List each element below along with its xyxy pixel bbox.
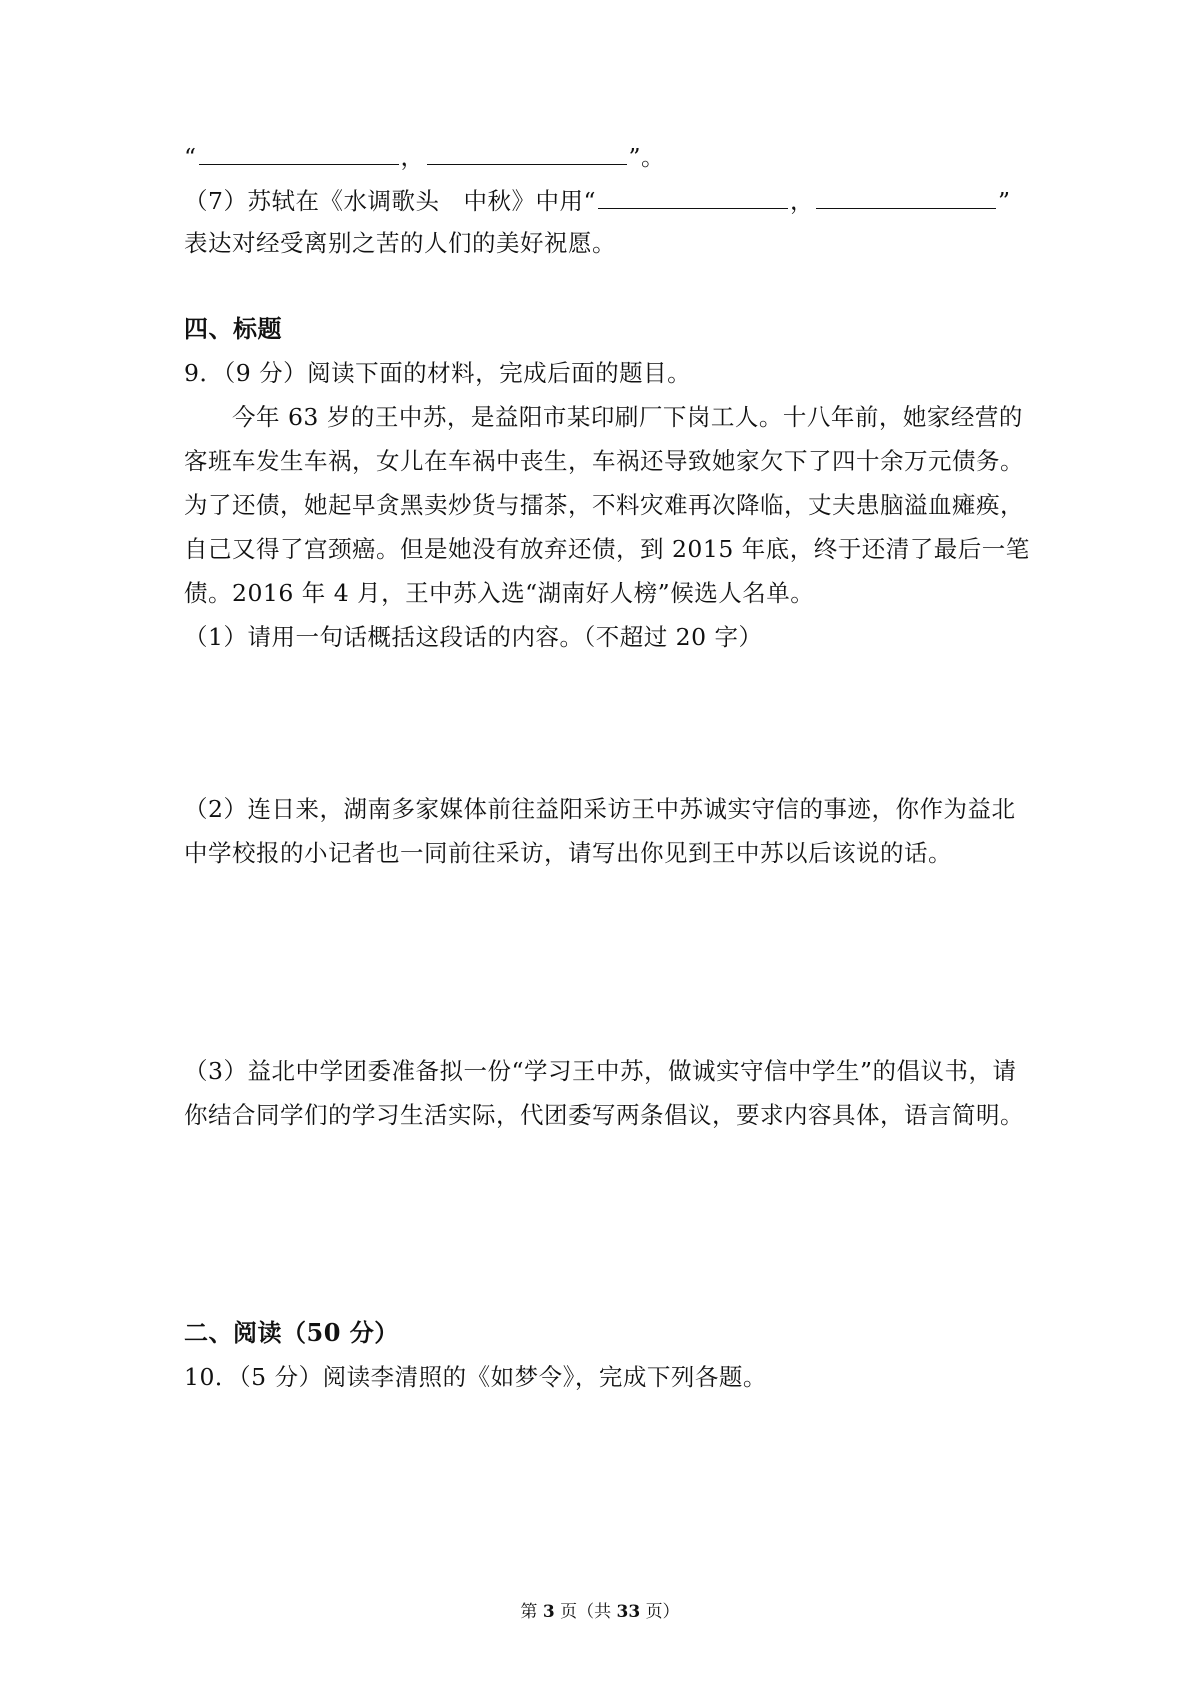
open-quote: “: [184, 143, 197, 171]
section-heading: 二、阅读（50 分）: [184, 1318, 399, 1347]
passage-line: 今年 63 岁的王中苏，是益阳市某印刷厂下岗工人。十八年前，她家经营的: [232, 403, 1023, 431]
page-total: 33: [616, 1602, 641, 1622]
answer-blank[interactable]: [427, 140, 627, 165]
answer-blank[interactable]: [816, 184, 996, 209]
question-text: （7）苏轼在《水调歌头 中秋》中用“: [184, 187, 596, 215]
question-8-7: [184, 184, 1024, 218]
passage-line: 债。2016 年 4 月，王中苏入选“湖南好人榜”候选人名单。: [184, 579, 815, 607]
passage-line: 为了还债，她起早贪黑卖炒货与擂茶，不料灾难再次降临，丈夫患脑溢血瘫痪，: [184, 491, 1024, 519]
sub-question-2: （2）连日来，湖南多家媒体前往益阳采访王中苏诚实守信的事迹，你作为益北: [184, 795, 1016, 823]
answer-blank[interactable]: [199, 140, 399, 165]
question-8-6-answer-line: [184, 140, 1024, 174]
sub-question-3-line2: 你结合同学们的学习生活实际，代团委写两条倡议，要求内容具体，语言简明。: [184, 1101, 1024, 1129]
answer-blank[interactable]: [598, 184, 788, 209]
sub-question-1: （1）请用一句话概括这段话的内容。（不超过 20 字）: [184, 623, 763, 651]
page-number: 3: [542, 1602, 555, 1622]
close-quote: ”。: [628, 143, 666, 171]
question-9: 9．（9 分）阅读下面的材料，完成后面的题目。: [184, 359, 692, 387]
passage-line: 自己又得了宫颈癌。但是她没有放弃还债，到 2015 年底，终于还清了最后一笔: [184, 535, 1030, 563]
passage-line: 客班车发生车祸，女儿在车祸中丧生，车祸还导致她家欠下了四十余万元债务。: [184, 447, 1024, 475]
sub-question-2-line2: 中学校报的小记者也一同前往采访，请写出你见到王中苏以后该说的话。: [184, 839, 952, 867]
section-heading: 四、标题: [184, 314, 282, 343]
close-quote: ”: [997, 187, 1011, 215]
comma: ，: [400, 143, 425, 171]
question-10: 10．（5 分）阅读李清照的《如梦令》，完成下列各题。: [184, 1363, 767, 1391]
comma: ，: [789, 187, 814, 215]
question-8-7-line2: 表达对经受离别之苦的人们的美好祝愿。: [184, 229, 616, 257]
page-footer: 第 3 页（共 33 页）: [520, 1602, 680, 1622]
sub-question-3: （3）益北中学团委准备拟一份“学习王中苏，做诚实守信中学生”的倡议书，请: [184, 1057, 1017, 1085]
